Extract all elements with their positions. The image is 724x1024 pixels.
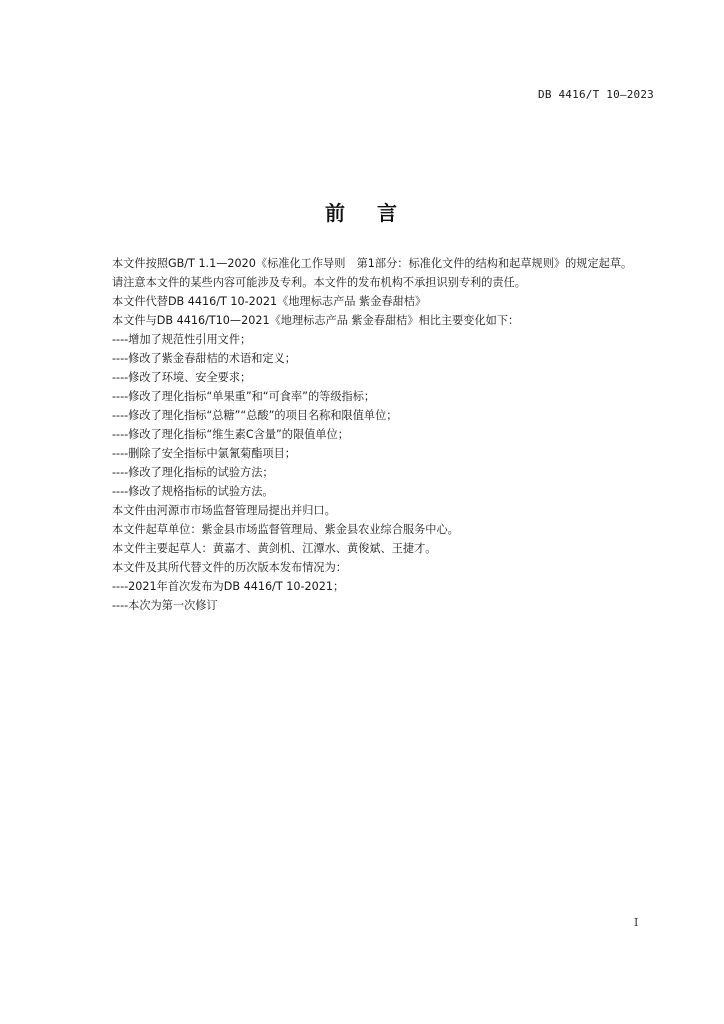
change-list-item: ----修改了理化指标“维生素C含量”的限值单位； <box>112 428 349 441</box>
paragraph: 本文件与DB 4416/T10—2021《地理标志产品 紫金春甜桔》相比主要变化如下： <box>112 314 520 327</box>
change-list-item: ----修改了理化指标的试验方法； <box>112 466 274 479</box>
paragraph: 本文件按照GB/T 1.1—2020《标准化工作导则 第1部分：标准化文件的结构和起草规则》的规定起草。 <box>112 257 633 270</box>
title-char-2: 言 <box>377 201 399 225</box>
change-list-item: ----删除了安全指标中氯氰菊酯项目； <box>112 447 296 460</box>
paragraph: 本文件主要起草人：黄嘉才、黄剑机、江潭水、黄俊斌、王捷才。 <box>112 542 437 555</box>
change-list-item: ----修改了理化指标“单果重”和“可食率”的等级指标； <box>112 390 376 403</box>
title-char-1: 前 <box>325 201 347 225</box>
document-code: DB 4416/T 10—2023 <box>538 88 654 101</box>
change-list-item: ----修改了规格指标的试验方法。 <box>112 485 274 498</box>
foreword-body <box>88 254 660 615</box>
change-list-item: ----修改了紫金春甜桔的术语和定义； <box>112 352 296 365</box>
paragraph: 请注意本文件的某些内容可能涉及专利。本文件的发布机构不承担识别专利的责任。 <box>112 276 526 289</box>
history-list-item: ----2021年首次发布为DB 4416/T 10-2021； <box>112 580 345 593</box>
paragraph: 本文件由河源市市场监督管理局提出并归口。 <box>112 504 336 517</box>
change-list-item: ----修改了环境、安全要求； <box>112 371 252 384</box>
page-title <box>0 197 724 226</box>
paragraph: 本文件代替DB 4416/T 10-2021《地理标志产品 紫金春甜桔》 <box>112 295 427 308</box>
change-list-item: ----修改了理化指标“总糖”“总酸”的项目名称和限值单位； <box>112 409 398 422</box>
paragraph: 本文件起草单位：紫金县市场监督管理局、紫金县农业综合服务中心。 <box>112 523 459 536</box>
paragraph: 本文件及其所代替文件的历次版本发布情况为： <box>112 561 347 574</box>
change-list-item: ----增加了规范性引用文件； <box>112 333 252 346</box>
history-list-item: ----本次为第一次修订 <box>112 599 218 612</box>
page-number: I <box>634 916 639 929</box>
